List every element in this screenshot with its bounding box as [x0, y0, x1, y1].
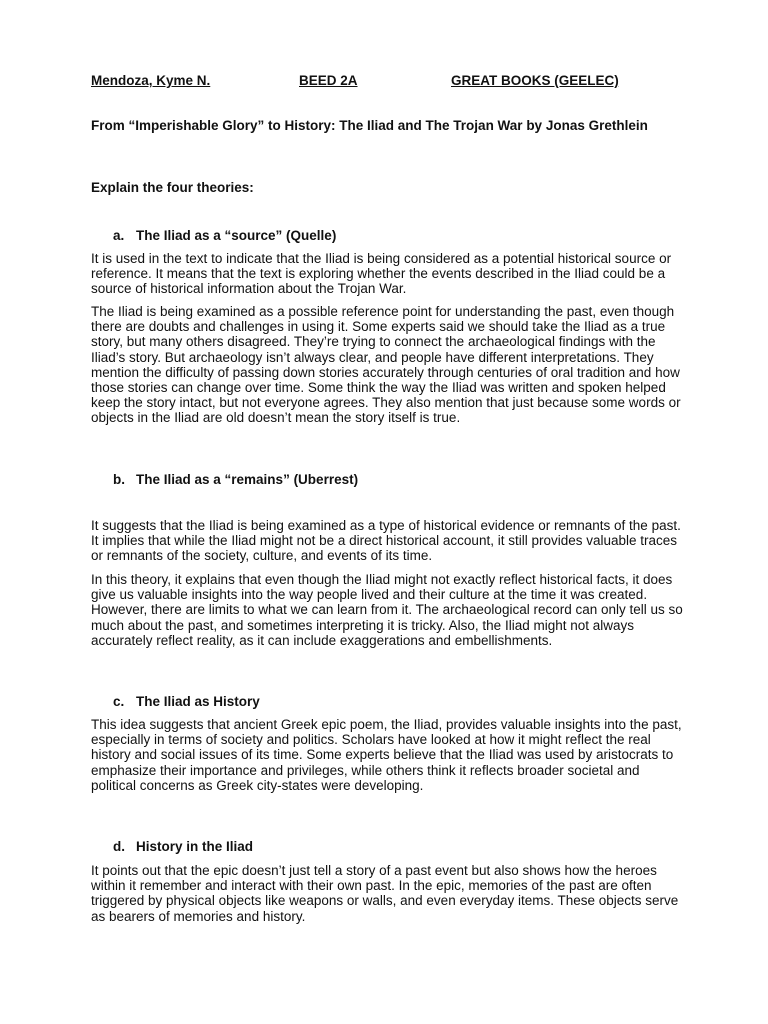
course-code: BEED 2A — [299, 73, 358, 88]
paragraph: The Iliad is being examined as a possible reference point for understanding the past, even though there are doubts and challenges in using it. Some experts said we should take the Iliad as a true story, but many others disagreed. They’re trying to connect the archaeological findings with the Iliad’s story. But archaeology isn’t always clear, and people have different interpretations. They mention the difficulty of passing down stories accurately through centuries of oral tradition and how those stories can change over time. Some think the way the Iliad was written and spoken helped keep the story intact, but not everyone agrees. They also mention that just because some words or objects in the Iliad are old doesn’t mean the story itself is true. — [91, 304, 681, 426]
document-title: From “Imperishable Glory” to History: The Iliad and The Trojan War by Jonas Grethlein — [91, 118, 648, 133]
section-title: The Iliad as a “source” (Quelle) — [136, 228, 337, 243]
section-marker: d. — [113, 839, 125, 854]
section-heading-d — [113, 839, 253, 854]
section-title: The Iliad as History — [136, 694, 260, 709]
instruction-text: Explain the four theories: — [91, 180, 254, 195]
section-title: History in the Iliad — [136, 839, 254, 854]
section-title: The Iliad as a “remains” (Uberrest) — [136, 472, 359, 487]
section-heading-a — [113, 228, 336, 243]
section-heading-c — [113, 694, 260, 709]
student-name: Mendoza, Kyme N. — [91, 73, 211, 88]
paragraph: This idea suggests that ancient Greek epic poem, the Iliad, provides valuable insights into the past, especially in terms of society and politics. Scholars have looked at how it might reflect the real history and social issues of its time. Some experts believe that the Iliad was used by aristocrats to emphasize their importance and privileges, while others think it reflects broader societal and political concerns as Greek city-states were developing. — [91, 717, 682, 793]
section-marker: b. — [113, 472, 125, 487]
subject-name: GREAT BOOKS (GEELEC) — [451, 73, 619, 88]
section-marker: a. — [113, 228, 125, 243]
section-heading-b — [113, 472, 358, 487]
section-marker: c. — [113, 694, 125, 709]
paragraph: It suggests that the Iliad is being examined as a type of historical evidence or remnants of the past. It implies that while the Iliad might not be a direct historical account, it still provides valuable traces or remnants of the society, culture, and events of its time. — [91, 518, 681, 564]
paragraph: It points out that the epic doesn’t just tell a story of a past event but also shows how the heroes within it remember and interact with their own past. In the epic, memories of the past are often triggered by physical objects like weapons or walls, and even everyday items. These objects serve as bearers of memories and history. — [91, 863, 679, 924]
paragraph: It is used in the text to indicate that the Iliad is being considered as a potential historical source or reference. It means that the text is exploring whether the events described in the Iliad could be a source of historical information about the Trojan War. — [91, 251, 672, 297]
paragraph: In this theory, it explains that even though the Iliad might not exactly reflect historical facts, it does give us valuable insights into the way people lived and their culture at the time it was created. However, there are limits to what we can learn from it. The archaeological record can only tell us so much about the past, and sometimes interpreting it is tricky. Also, the Iliad might not always accurately reflect reality, as it can include exaggerations and embellishments. — [91, 572, 683, 648]
header-row — [91, 73, 691, 91]
